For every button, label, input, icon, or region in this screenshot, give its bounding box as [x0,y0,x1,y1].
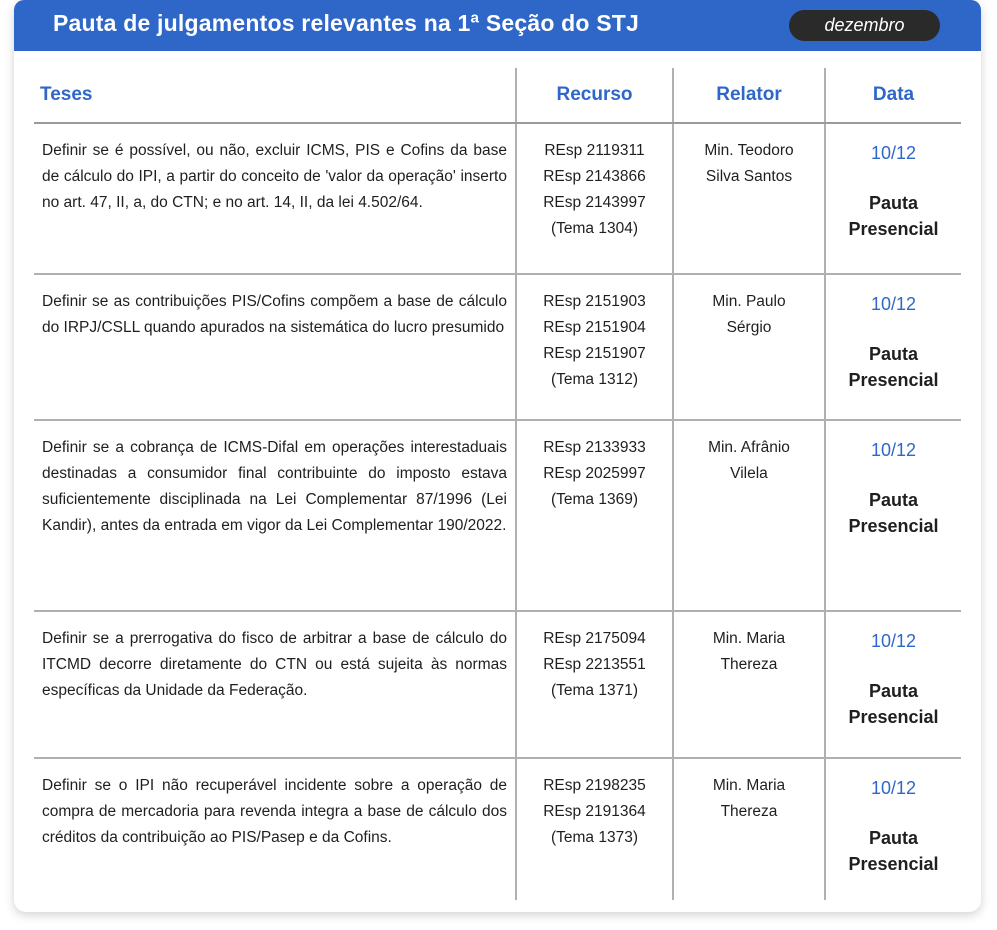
relator-name: Thereza [720,803,778,820]
recurso-item: REsp 2151907 [543,345,646,362]
relator-cell [673,274,825,420]
modality-line: Pauta [868,193,919,213]
table-header-row [34,68,961,123]
session-modality [834,190,953,242]
table-row [34,274,961,420]
data-cell [825,420,961,611]
table-row [34,123,961,274]
tema-label: (Tema 1371) [550,682,638,699]
data-cell [825,274,961,420]
tema-label: (Tema 1312) [550,371,638,388]
recurso-item: REsp 2198235 [543,777,646,794]
tese-cell: Definir se as contribuições PIS/Cofins compõem a base de cálculo do IRPJ/CSLL quando apurados na sistemática do lucro presumido [34,274,516,420]
data-cell [825,611,961,758]
session-date: 10/12 [870,778,917,798]
session-date: 10/12 [870,631,917,651]
tese-cell: Definir se a cobrança de ICMS-Difal em operações interestaduais destinadas a consumidor final contribuinte do imposto estava suficientemente disciplinada na Lei Complementar 87/1996 (Lei Kandir), antes da entrada em vigor da Lei Complementar 190/2022. [34,420,516,611]
table-row [34,758,961,900]
relator-name: Thereza [720,656,778,673]
relator-name: Min. Teodoro [704,142,794,159]
modality-line: Presencial [848,707,939,727]
data-cell [825,123,961,274]
relator-name: Min. Maria [712,630,786,647]
modality-line: Presencial [848,854,939,874]
relator-name: Min. Maria [712,777,786,794]
tese-cell: Definir se o IPI não recuperável incidente sobre a operação de compra de mercadoria para revenda integra a base de cálculo dos créditos da contribuição ao PIS/Pasep e da Cofins. [42,777,507,846]
session-date: 10/12 [870,440,917,460]
session-modality [834,825,953,877]
recurso-cell [516,611,673,758]
modality-line: Pauta [868,828,919,848]
modality-line: Pauta [868,681,919,701]
recurso-cell [516,420,673,611]
pauta-table [34,68,961,900]
recurso-cell [516,274,673,420]
recurso-item: REsp 2133933 [543,439,646,456]
recurso-cell [516,123,673,274]
column-header-recurso: Recurso [516,68,673,123]
modality-line: Presencial [848,370,939,390]
recurso-item: REsp 2151903 [543,293,646,310]
session-modality [834,678,953,730]
tema-label: (Tema 1373) [550,829,638,846]
recurso-item: REsp 2025997 [543,465,646,482]
relator-name: Min. Paulo [712,293,786,310]
tese-cell: Definir se é possível, ou não, excluir ICMS, PIS e Cofins da base de cálculo do IPI, a partir do conceito de 'valor da operação' inserto no art. 47, II, a, do CTN; e no art. 14, II, da lei 4.502/64. [34,123,516,274]
session-date: 10/12 [870,143,917,163]
column-header-teses: Teses [34,68,516,123]
column-header-data: Data [825,68,961,123]
tese-cell: Definir se a prerrogativa do fisco de arbitrar a base de cálculo do ITCMD decorre diretamente do CTN ou está sujeita às normas específicas da Unidade da Federação. [34,611,516,758]
recurso-item: REsp 2191364 [543,803,646,820]
tema-label: (Tema 1369) [550,491,638,508]
month-badge: dezembro [789,10,940,41]
session-modality [834,487,953,539]
page-title: Pauta de julgamentos relevantes na 1ª Seção do STJ [53,10,640,36]
recurso-item: REsp 2143997 [543,194,646,211]
session-date: 10/12 [870,294,917,314]
modality-line: Pauta [868,490,919,510]
modality-line: Presencial [848,516,939,536]
header-bar [14,0,981,51]
tema-label: (Tema 1304) [550,220,638,237]
recurso-item: REsp 2151904 [543,319,646,336]
relator-name: Vilela [730,465,768,482]
table-row [34,611,961,758]
relator-cell [673,758,825,900]
relator-name: Silva Santos [705,168,793,185]
relator-cell [673,123,825,274]
session-modality [834,341,953,393]
recurso-item: REsp 2143866 [543,168,646,185]
modality-line: Pauta [868,344,919,364]
relator-cell [673,611,825,758]
table-row [34,420,961,611]
column-header-relator: Relator [673,68,825,123]
relator-cell [673,420,825,611]
recurso-item: REsp 2213551 [543,656,646,673]
relator-name: Sérgio [726,319,772,336]
recurso-item: REsp 2119311 [544,142,645,159]
relator-name: Min. Afrânio [708,439,790,456]
recurso-item: REsp 2175094 [543,630,646,647]
modality-line: Presencial [848,219,939,239]
data-cell [825,758,961,900]
recurso-cell [516,758,673,900]
